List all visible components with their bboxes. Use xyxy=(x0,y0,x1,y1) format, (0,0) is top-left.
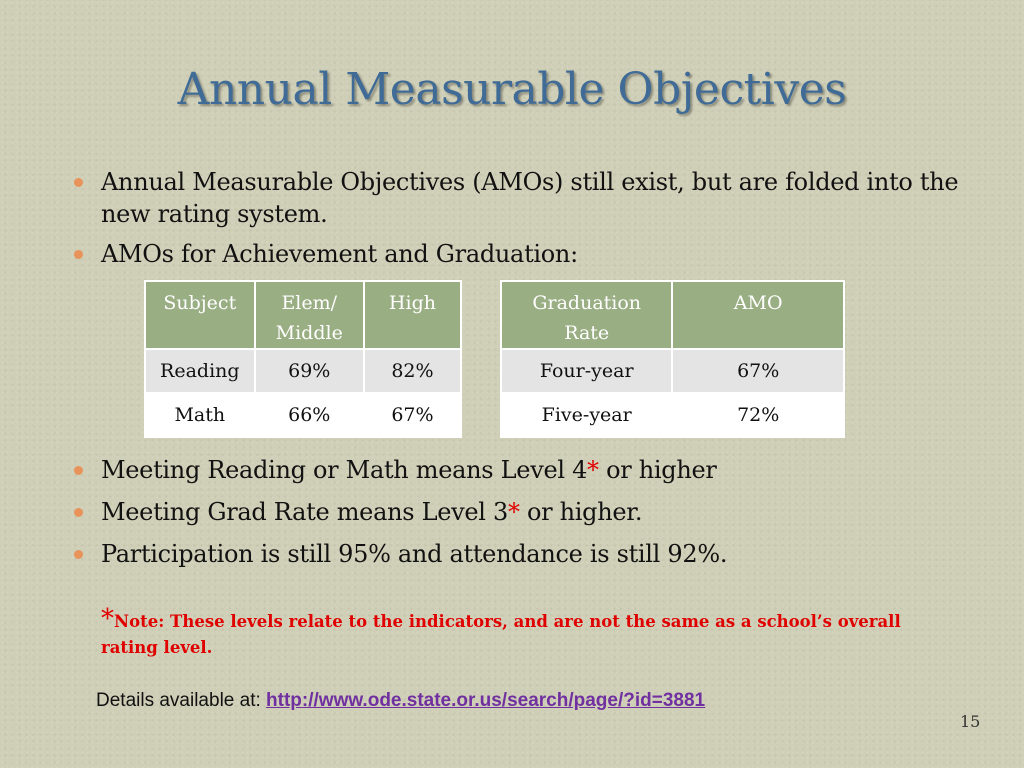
bullet-text-tail: or higher xyxy=(598,456,717,484)
details-line xyxy=(96,690,705,712)
bullet-text-tail: or higher. xyxy=(519,498,643,526)
bullet-text: AMOs for Achievement and Graduation: xyxy=(101,240,578,268)
bullet-item xyxy=(74,538,974,570)
table-cell: 72% xyxy=(672,393,844,437)
graduation-table xyxy=(500,280,845,438)
bullet-dot-icon xyxy=(74,550,83,559)
table-cell: 67% xyxy=(364,393,461,437)
column-header: Elem/ Middle xyxy=(255,281,364,349)
bullet-dot-icon xyxy=(74,250,83,259)
table-cell: 69% xyxy=(255,349,364,393)
table-row xyxy=(501,393,844,437)
bullet-text: Participation is still 95% and attendance is still 92%. xyxy=(101,540,728,568)
details-label: Details available at: xyxy=(96,690,267,711)
asterisk-mark: * xyxy=(101,604,114,634)
bullet-item xyxy=(74,238,974,270)
achievement-table xyxy=(144,280,462,438)
bullet-dot-icon xyxy=(74,466,83,475)
table-row xyxy=(145,393,461,437)
bullet-item xyxy=(74,454,974,486)
table-cell: Four-year xyxy=(501,349,672,393)
bullet-item xyxy=(74,166,974,230)
page-number: 15 xyxy=(960,712,981,731)
bullet-text: Meeting Reading or Math means Level 4 xyxy=(101,456,588,484)
column-header: AMO xyxy=(672,281,844,349)
bullet-text: Annual Measurable Objectives (AMOs) still exist, but are folded into the new rating system. xyxy=(101,168,959,228)
bullet-dot-icon xyxy=(74,178,83,187)
details-link[interactable]: http://www.ode.state.or.us/search/page/?id=3881 xyxy=(266,690,706,711)
column-header: Subject xyxy=(145,281,255,349)
table-cell: 67% xyxy=(672,349,844,393)
table-header-row xyxy=(145,281,461,349)
column-header: Graduation Rate xyxy=(501,281,672,349)
bullet-text: Meeting Grad Rate means Level 3 xyxy=(101,498,508,526)
footnote xyxy=(101,606,961,661)
table-cell: 66% xyxy=(255,393,364,437)
footnote-text: Note: These levels relate to the indicators, and are not the same as a school’s overall rating level. xyxy=(101,612,901,657)
table-cell: Five-year xyxy=(501,393,672,437)
table-cell: Reading xyxy=(145,349,255,393)
table-header-row xyxy=(501,281,844,349)
bottom-bullet-list xyxy=(74,454,974,580)
bullet-item xyxy=(74,496,974,528)
table-row xyxy=(145,349,461,393)
bullet-dot-icon xyxy=(74,508,83,517)
column-header: High xyxy=(364,281,461,349)
top-bullet-list xyxy=(74,166,974,278)
slide-title: Annual Measurable Objectives xyxy=(177,64,847,115)
table-cell: Math xyxy=(145,393,255,437)
asterisk-mark: * xyxy=(587,456,599,484)
asterisk-mark: * xyxy=(507,498,520,526)
table-cell: 82% xyxy=(364,349,461,393)
table-row xyxy=(501,349,844,393)
